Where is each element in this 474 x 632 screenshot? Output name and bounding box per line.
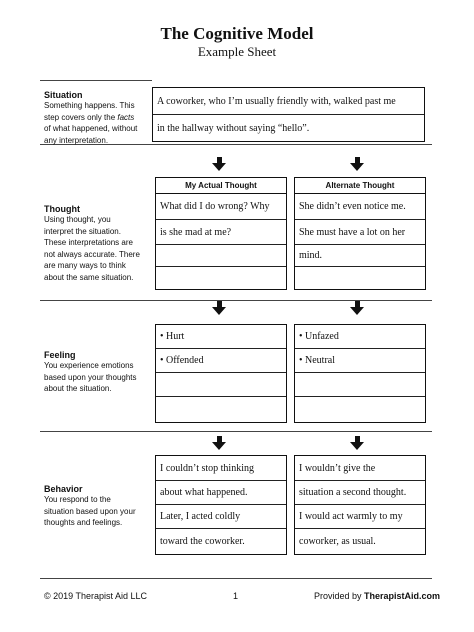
situation-title: Situation <box>44 90 83 100</box>
behavior-line[interactable]: I couldn’t stop thinking <box>156 456 286 481</box>
feeling-line[interactable] <box>295 397 425 421</box>
thought-desc: Using thought, you interpret the situation. These interpretations are not always accurate. There are many ways to think about the same situation. <box>44 215 140 282</box>
situation-line[interactable]: in the hallway without saying “hello”. <box>157 122 310 134</box>
alternate-thought-header: Alternate Thought <box>295 178 425 194</box>
actual-behavior-box <box>155 455 287 555</box>
behavior-line[interactable]: I wouldn’t give the <box>295 456 425 481</box>
thought-line[interactable]: mind. <box>295 245 425 267</box>
feeling-title: Feeling <box>44 350 76 360</box>
thought-label-group <box>44 204 156 283</box>
feeling-label-group <box>44 350 156 395</box>
behavior-line[interactable]: I would act warmly to my <box>295 505 425 529</box>
behavior-line[interactable]: toward the coworker. <box>160 535 245 547</box>
feeling-line[interactable]: • Unfazed <box>295 325 425 349</box>
situation-box <box>152 87 425 142</box>
feeling-line[interactable]: • Neutral <box>295 349 425 373</box>
thought-line[interactable]: She didn’t even notice me. <box>295 194 425 220</box>
behavior-line[interactable]: coworker, as usual. <box>299 535 376 547</box>
footer-provided-by <box>314 591 440 601</box>
provided-brand[interactable]: TherapistAid.com <box>364 591 441 601</box>
alternate-behavior-box <box>294 455 426 555</box>
actual-thought-box <box>155 177 287 290</box>
situation-label-group <box>44 90 156 146</box>
behavior-title: Behavior <box>44 484 83 494</box>
section-divider <box>40 578 432 579</box>
feeling-line[interactable]: • Offended <box>156 349 286 373</box>
feeling-line[interactable] <box>156 397 286 421</box>
footer-copyright: © 2019 Therapist Aid LLC <box>44 591 148 601</box>
page-title: The Cognitive Model <box>160 24 314 43</box>
behavior-desc: You respond to the situation based upon your thoughts and feelings. <box>44 495 136 527</box>
behavior-line[interactable]: situation a second thought. <box>295 481 425 505</box>
thought-line[interactable] <box>156 245 286 267</box>
section-divider <box>40 300 432 301</box>
thought-line[interactable]: She must have a lot on her <box>295 220 425 245</box>
alternate-feeling-box <box>294 324 426 423</box>
situation-line[interactable]: A coworker, who I’m usually friendly with, walked past me <box>153 88 424 115</box>
thought-line[interactable]: What did I do wrong? Why <box>156 194 286 220</box>
thought-title: Thought <box>44 204 80 214</box>
behavior-label-group <box>44 484 156 529</box>
feeling-line[interactable] <box>295 373 425 397</box>
behavior-line[interactable]: Later, I acted coldly <box>156 505 286 529</box>
page-subtitle: Example Sheet <box>197 44 277 59</box>
provided-prefix: Provided by <box>314 591 365 601</box>
actual-thought-header: My Actual Thought <box>156 178 286 194</box>
section-divider <box>40 431 432 432</box>
thought-line[interactable]: is she mad at me? <box>156 220 286 245</box>
page-number: 1 <box>233 591 239 601</box>
thought-line[interactable] <box>156 267 286 289</box>
thought-line[interactable] <box>295 267 425 289</box>
feeling-line[interactable]: • Hurt <box>156 325 286 349</box>
actual-feeling-box <box>155 324 287 423</box>
alternate-thought-box <box>294 177 426 290</box>
behavior-line[interactable]: about what happened. <box>156 481 286 505</box>
situation-desc: Something happens. This step covers only the facts of what happened, without any interpretation. <box>44 101 138 145</box>
section-divider <box>40 80 152 81</box>
feeling-line[interactable] <box>156 373 286 397</box>
feeling-desc: You experience emotions based upon your thoughts about the situation. <box>44 361 137 393</box>
